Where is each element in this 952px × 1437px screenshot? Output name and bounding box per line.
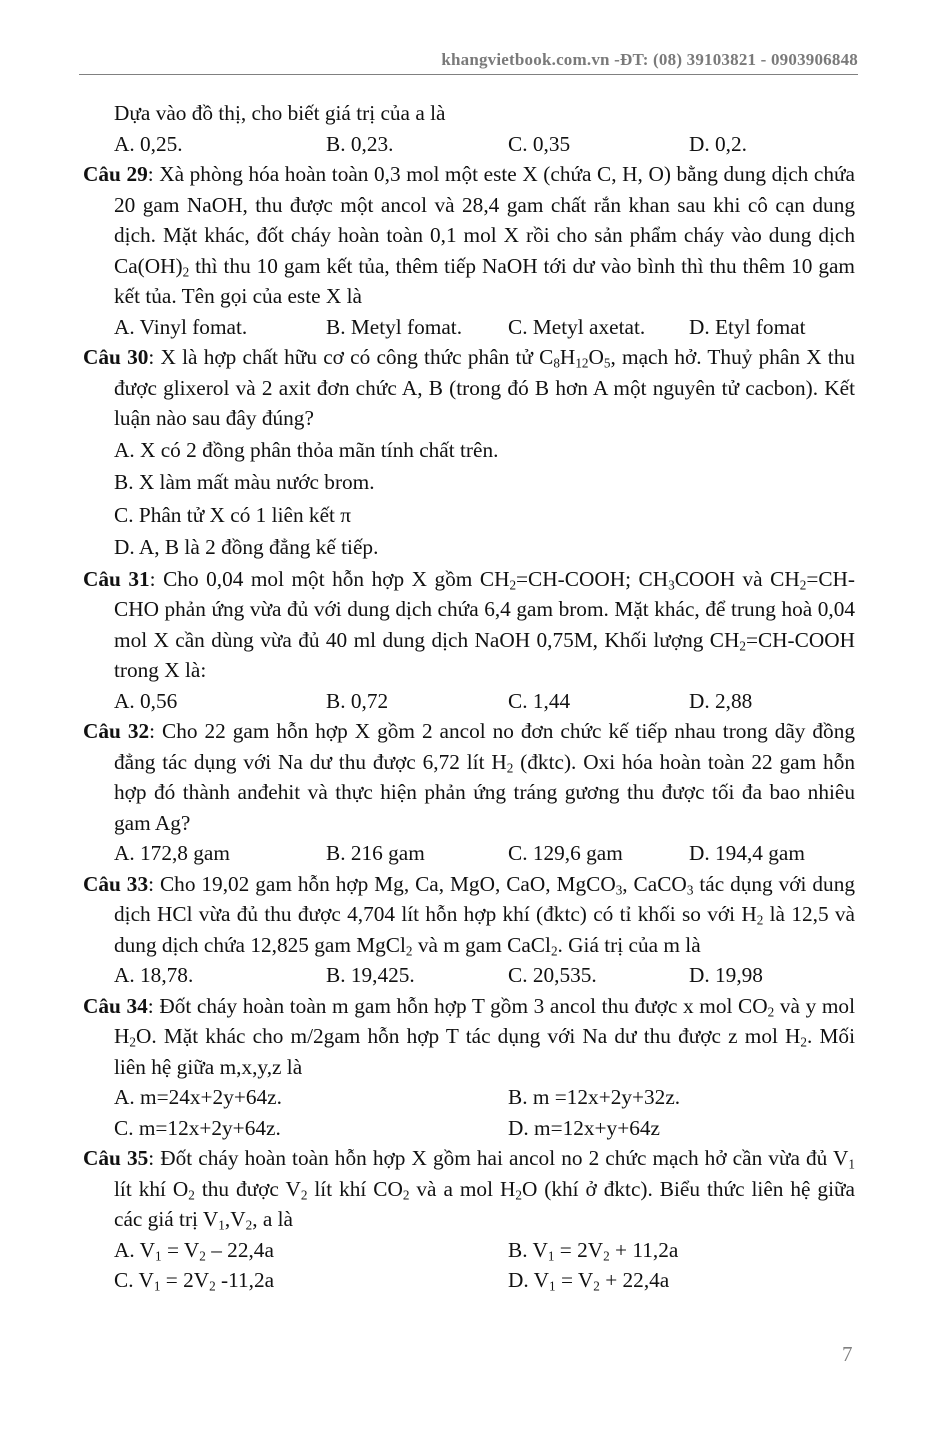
q35-options — [83, 1235, 855, 1296]
q34-stem — [83, 991, 855, 1083]
q30-text: H — [559, 345, 576, 369]
subscript: 2 — [300, 1187, 308, 1203]
q31-text: =CH-COOH; CH — [516, 566, 669, 591]
q30-text: : X là hợp chất hữu cơ có công thức phân tử C — [148, 345, 554, 369]
q29-option-c: C. Metyl axetat. — [508, 314, 646, 339]
q31-option-c: C. 1,44 — [508, 688, 571, 713]
subscript: 1 — [155, 1248, 162, 1264]
q31-options — [83, 686, 855, 717]
subscript: 2 — [509, 577, 517, 593]
q33-text: tác dụng với dung dịch HCl vừa đủ thu được 4,704 lít hỗn hợp khí (đktc) có tỉ khối so với H — [114, 871, 855, 927]
q29-text: thì thu 10 gam kết tủa, thêm tiếp NaOH tới dư vào bình thì thu thêm 10 gam kết tủa. Tên gọi của este X là — [114, 253, 855, 308]
option-text: -11,2a — [215, 1268, 275, 1293]
q29-option-b: B. Metyl fomat. — [326, 314, 463, 339]
page-number: 7 — [842, 1342, 853, 1366]
q33-option-a: A. 18,78. — [114, 963, 194, 988]
q34-option-b: B. m =12x+2y+32z. — [508, 1085, 681, 1110]
q35-label: Câu 35 — [83, 1146, 149, 1171]
subscript: 2 — [188, 1187, 195, 1203]
subscript: 1 — [549, 1278, 556, 1294]
q28-option-b: B. 0,23. — [326, 131, 394, 156]
q33-option-d: D. 19,98 — [689, 963, 763, 988]
page-header: khangvietbook.com.vn -ĐT: (08) 39103821 - 0903906848 — [441, 50, 858, 69]
q31-text: COOH và CH — [674, 566, 800, 591]
q33-text: là 12,5 và dung dịch chứa 12,825 gam MgCl — [114, 902, 856, 957]
q34-option-a: A. m=24x+2y+64z. — [114, 1085, 282, 1110]
q32-option-d: D. 194,4 gam — [689, 841, 805, 866]
q34-text: : Đốt cháy hoàn toàn m gam hỗn hợp T gồm 3 ancol thu được x mol CO — [147, 993, 768, 1018]
q29-stem — [83, 159, 855, 312]
q31-label: Câu 31 — [83, 566, 150, 591]
q32-option-b: B. 216 gam — [326, 841, 425, 866]
q35-text: lít khí O — [114, 1176, 189, 1201]
q33-text: và m gam CaCl — [412, 932, 551, 957]
subscript: 2 — [199, 1248, 206, 1264]
q32-options — [83, 838, 855, 869]
q35-option-c — [114, 1265, 508, 1296]
q31-text: : Cho 0,04 mol một hỗn hợp X gồm CH — [149, 566, 510, 591]
subscript: 5 — [603, 355, 611, 371]
q34-option-c: C. m=12x+2y+64z. — [114, 1115, 281, 1140]
option-text: C. V — [114, 1268, 154, 1293]
q28-option-a: A. 0,25. — [114, 131, 183, 156]
subscript: 3 — [686, 882, 694, 898]
subscript: 2 — [245, 1217, 253, 1233]
q31-text: =CH-CHO phản ứng vừa đủ với dung dịch chứa 6,4 gam brom. Mặt khác, để trung hoà 0,04 mol X cần dùng vừa đủ 40 ml dung dịch NaOH 0,75M, Khối lượng CH — [114, 566, 855, 652]
header-divider — [79, 74, 858, 75]
q31-text: =CH-COOH trong X là: — [114, 627, 855, 683]
q34-options — [83, 1082, 855, 1143]
q33-text: . Giá trị của m là — [557, 932, 701, 957]
q34-text: O. Mặt khác cho m/2gam hỗn hợp T tác dụng với Na dư thu được z mol H — [135, 1024, 801, 1049]
q33-option-c: C. 20,535. — [508, 963, 597, 988]
q28-options — [83, 129, 855, 160]
subscript: 2 — [515, 1187, 522, 1203]
q30-text: O — [588, 345, 604, 369]
q30-option-d: D. A, B là 2 đồng đẳng kế tiếp. — [114, 535, 379, 560]
q35-text: ,V — [224, 1207, 246, 1232]
subscript: 1 — [153, 1278, 161, 1294]
option-text: = 2V — [554, 1237, 604, 1262]
q34-option-d: D. m=12x+y+64z — [508, 1115, 660, 1140]
subscript: 8 — [553, 355, 560, 371]
subscript: 1 — [218, 1217, 225, 1233]
q34-label: Câu 34 — [83, 993, 148, 1018]
q29-label: Câu 29 — [83, 162, 148, 186]
q33-text: , CaCO — [622, 871, 687, 896]
q32-stem — [83, 716, 855, 838]
option-text: = V — [555, 1268, 594, 1293]
q35-option-b — [508, 1235, 855, 1266]
option-text: B. V — [508, 1237, 548, 1262]
q31-option-d: D. 2,88 — [689, 688, 753, 713]
q35-text: và a mol H — [409, 1176, 516, 1201]
option-text: D. V — [508, 1268, 550, 1293]
q30-label: Câu 30 — [83, 345, 149, 369]
subscript: 2 — [182, 263, 190, 279]
subscript: 2 — [603, 1248, 610, 1264]
subscript: 2 — [799, 577, 807, 593]
q35-text: : Đốt cháy hoàn toàn hỗn hợp X gồm hai ancol no 2 chức mạch hở cần vừa đủ V — [148, 1146, 849, 1171]
q33-options — [83, 960, 855, 991]
q35-text: , a là — [252, 1207, 293, 1232]
q31-stem — [83, 564, 855, 686]
q31-option-b: B. 0,72 — [326, 688, 389, 713]
subscript: 2 — [550, 943, 558, 959]
subscript: 3 — [668, 577, 675, 593]
subscript: 2 — [506, 760, 514, 776]
q33-text: : Cho 19,02 gam hỗn hợp Mg, Ca, MgO, CaO, MgCO — [148, 871, 616, 896]
subscript: 3 — [615, 882, 623, 898]
q35-text: thu được V — [194, 1176, 301, 1201]
q32-option-c: C. 129,6 gam — [508, 841, 623, 866]
option-text: – 22,4a — [205, 1237, 274, 1262]
subscript: 2 — [800, 1034, 808, 1050]
subscript: 1 — [547, 1248, 555, 1264]
document-body — [83, 98, 855, 1296]
q34-text: . Mối liên hệ giữa m,x,y,z là — [114, 1024, 855, 1079]
subscript: 2 — [756, 912, 764, 928]
q33-stem — [83, 869, 855, 961]
q34-text: và y mol H — [114, 993, 855, 1049]
subscript: 2 — [767, 1004, 775, 1020]
option-text: + 11,2a — [609, 1237, 679, 1262]
q32-text: (đktc). Oxi hóa hoàn toàn 22 gam hỗn hợp đó thành anđehit và thực hiện phản ứng tráng gương thu được tối đa bao nhiêu gam Ag? — [114, 749, 856, 835]
subscript: 2 — [739, 638, 746, 654]
q29-options — [83, 312, 855, 343]
subscript: 12 — [575, 355, 589, 371]
q35-text: lít khí CO — [307, 1176, 403, 1201]
q30-option-b: B. X làm mất màu nước brom. — [114, 470, 375, 495]
option-text: = V — [161, 1237, 200, 1262]
q32-option-a: A. 172,8 gam — [114, 841, 230, 866]
q30-option-c: C. Phân tử X có 1 liên kết π — [114, 502, 352, 527]
q29-option-d: D. Etyl fomat — [689, 314, 806, 339]
option-text: = 2V — [160, 1268, 210, 1293]
q35-option-d — [508, 1265, 855, 1296]
q31-option-a: A. 0,56 — [114, 688, 178, 713]
option-text: + 22,4a — [599, 1268, 670, 1293]
q35-text: O (khí ở đktc). Biểu thức liên hệ giữa các giá trị V — [114, 1176, 855, 1232]
subscript: 1 — [848, 1156, 856, 1172]
q32-label: Câu 32 — [83, 719, 150, 744]
subscript: 2 — [209, 1278, 216, 1294]
q28-option-c: C. 0,35 — [508, 131, 571, 156]
q30-stem — [83, 342, 855, 434]
q33-label: Câu 33 — [83, 871, 149, 896]
subscript: 2 — [405, 943, 413, 959]
option-text: A. V — [114, 1237, 156, 1262]
q35-option-a — [114, 1235, 508, 1266]
subscript: 2 — [593, 1278, 600, 1294]
q35-stem — [83, 1143, 855, 1235]
q28-option-d: D. 0,2. — [689, 131, 747, 156]
subscript: 2 — [129, 1034, 136, 1050]
q32-text: : Cho 22 gam hỗn hợp X gồm 2 ancol no đơn chức kế tiếp nhau trong dãy đồng đẳng tác dụng với Na dư thu được 6,72 lít H — [114, 719, 855, 774]
q29-text: : Xà phòng hóa hoàn toàn 0,3 mol một este X (chứa C, H, O) bằng dung dịch chứa 20 gam NaOH, thu được một ancol và 28,4 gam chất rắn khan sau khi cô cạn dung dịch. Mặt khác, đốt cháy hoàn toàn 0,1 mol X rồi cho sản phẩm cháy vào dung dịch Ca(OH) — [114, 162, 855, 278]
q30-text: , mạch hở. Thuỷ phân X thu được glixerol và 2 axit đơn chức A, B (trong đó B hơn A một nguyên tử cacbon). Kết luận nào sau đây đúng? — [114, 345, 856, 430]
q30-option-a: A. X có 2 đồng phân thỏa mãn tính chất trên. — [114, 437, 499, 462]
q33-option-b: B. 19,425. — [326, 963, 415, 988]
q28-stem: Dựa vào đồ thị, cho biết giá trị của a là — [114, 101, 446, 125]
subscript: 2 — [402, 1187, 410, 1203]
q29-option-a: A. Vinyl fomat. — [114, 314, 248, 339]
